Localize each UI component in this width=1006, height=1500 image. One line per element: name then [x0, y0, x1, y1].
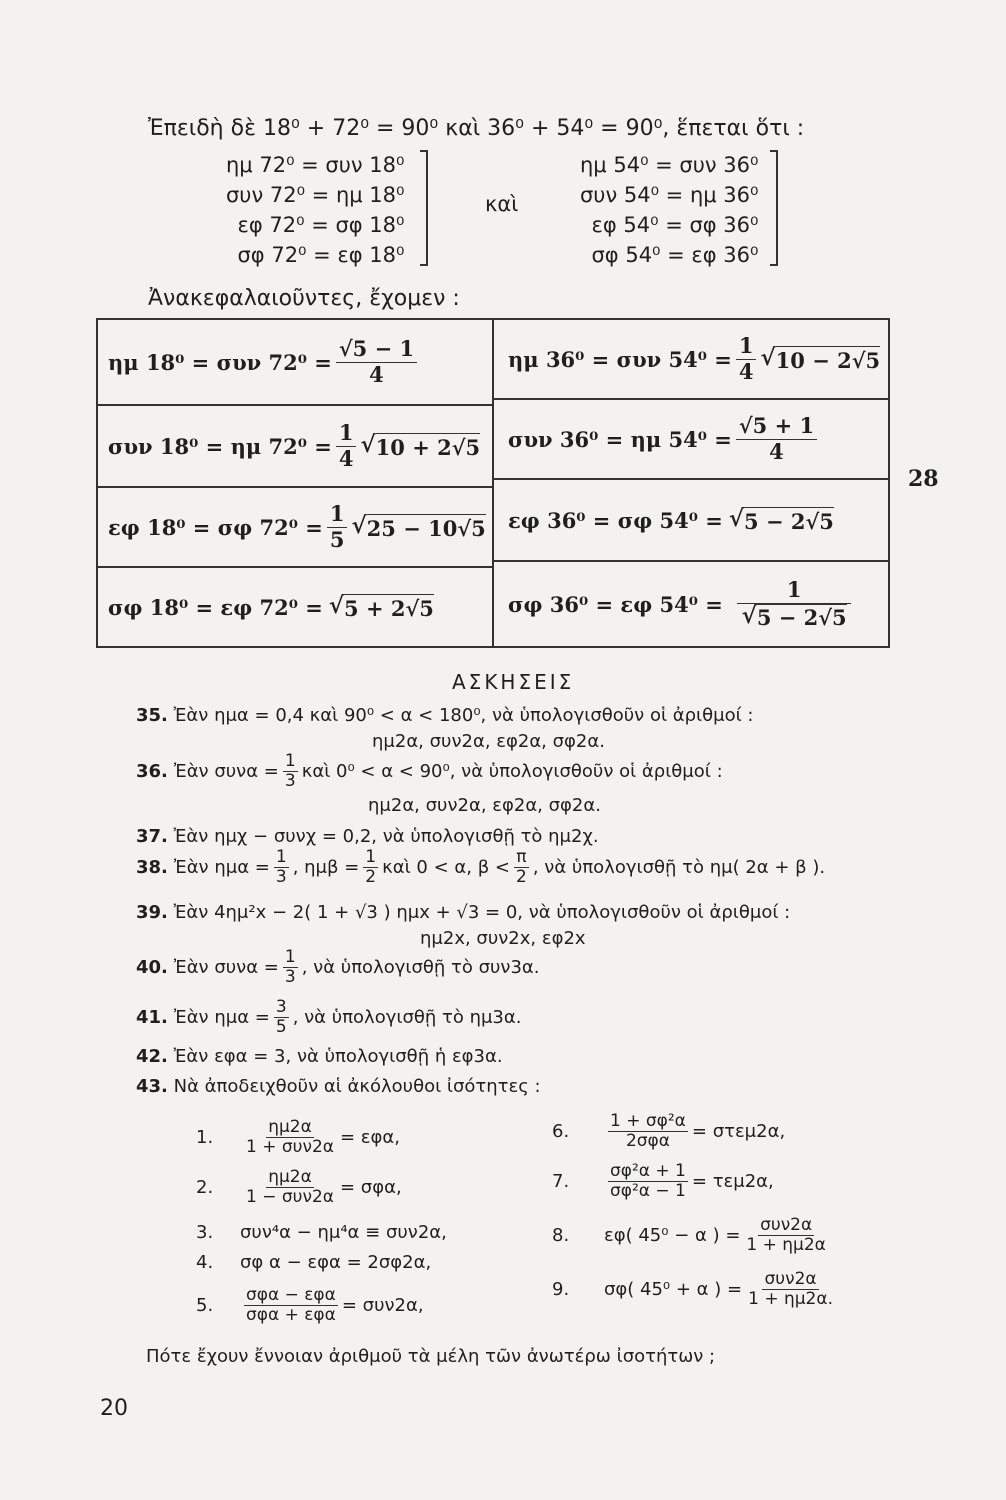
exercise-36	[136, 752, 723, 790]
exercise-text: Ἐὰν συνα =	[173, 760, 279, 782]
fraction	[336, 421, 357, 470]
numerator: ημ2α	[268, 1167, 312, 1187]
radicand: 10 − 2√5	[775, 347, 881, 373]
radical: √ 10 − 2√5	[760, 343, 881, 373]
radical: √ 5 − 2√5	[728, 504, 834, 534]
denominator: 3	[275, 866, 287, 887]
fraction	[363, 848, 378, 886]
left-brace	[420, 150, 428, 266]
exercise-39	[136, 902, 790, 923]
exercise-text: καὶ 0 < α, β <	[382, 856, 510, 878]
fraction	[283, 948, 298, 986]
cell-tan36	[508, 480, 834, 560]
exercise-37	[136, 826, 599, 847]
identity-number: 7.	[552, 1170, 570, 1192]
fraction	[274, 848, 289, 886]
denominator: 4	[738, 358, 754, 384]
exercise-text: , νὰ ὑπολογισθῇ τὸ ημ3α.	[292, 1006, 522, 1028]
fraction	[608, 1162, 688, 1200]
numerator: 1	[327, 502, 348, 527]
numerator: 1	[284, 751, 296, 771]
fraction	[746, 1270, 835, 1308]
cell-lhs: συν 18⁰ = ημ 72⁰ =	[108, 433, 332, 459]
exercise-text: Ἐὰν ημα =	[173, 856, 270, 878]
exercise-number: 40.	[136, 956, 168, 978]
radicand: 10 + 2√5	[375, 434, 481, 460]
exercise-text: Ἐὰν εφα = 3, νὰ ὑπολογισθῇ ἡ εφ3α.	[173, 1046, 503, 1067]
cell-lhs: εφ 36⁰ = σφ 54⁰ =	[508, 507, 723, 533]
side-number: 28	[908, 466, 939, 492]
radicand: 5 + 2√5	[344, 595, 434, 621]
fraction	[327, 502, 348, 551]
exercise-39-sub: ημ2x, συν2x, εφ2x	[420, 928, 586, 949]
left-eq: σφ 72⁰ = εφ 18⁰	[237, 243, 405, 267]
exercise-text: Ἐὰν ημα =	[173, 1006, 270, 1028]
exercise-text: Ἐὰν συνα =	[173, 956, 279, 978]
exercise-text: Ἐὰν ημχ − συνχ = 0,2, νὰ ὑπολογισθῇ τὸ ημ2χ.	[173, 826, 599, 847]
identity-1	[196, 1118, 400, 1156]
cell-sin36	[508, 320, 880, 398]
identity-lhs: σφ( 45⁰ + α ) =	[604, 1278, 743, 1300]
cell-lhs: σφ 18⁰ = εφ 72⁰ =	[108, 594, 323, 620]
denominator: σφ²α − 1	[610, 1180, 686, 1201]
numerator: 1	[737, 578, 852, 603]
right-equations	[580, 150, 758, 270]
denominator: 5	[275, 1016, 287, 1037]
identity-number: 2.	[196, 1176, 214, 1198]
fraction	[514, 848, 529, 886]
identity-rhs: = εφα,	[340, 1126, 400, 1148]
identity-number: 8.	[552, 1224, 570, 1246]
identity-number: 9.	[552, 1278, 570, 1300]
exercise-text: , ημβ =	[292, 856, 360, 878]
cell-lhs: συν 36⁰ = ημ 54⁰ =	[508, 426, 732, 452]
exercise-number: 42.	[136, 1046, 168, 1067]
identity-9	[552, 1270, 839, 1308]
exercise-text: καὶ 0⁰ < α < 90⁰, νὰ ὑπολογισθοῦν οἱ ἀριθμοί :	[301, 760, 723, 782]
exercise-41	[136, 998, 521, 1036]
cell-lhs: σφ 36⁰ = εφ 54⁰ =	[508, 591, 723, 617]
closing-question: Πότε ἔχουν ἔννοιαν ἀριθμοῦ τὰ μέλη τῶν ἀνωτέρω ἰσοτήτων ;	[146, 1346, 716, 1367]
identity-number: 4.	[196, 1252, 214, 1273]
exercise-number: 38.	[136, 856, 168, 878]
denominator: σφα + εφα	[246, 1304, 336, 1325]
numerator: √5 + 1	[736, 414, 817, 439]
numerator: σφ²α + 1	[610, 1161, 686, 1181]
left-eq: συν 72⁰ = ημ 18⁰	[226, 183, 405, 207]
cell-cos36	[508, 400, 821, 478]
numerator: συν2α	[764, 1269, 817, 1289]
exercise-text: Ἐὰν 4ημ²x − 2( 1 + √3 ) ημx + √3 = 0, νὰ ὑπολογισθοῦν οἱ ἀριθμοί :	[173, 902, 791, 923]
fraction	[608, 1112, 688, 1150]
numerator: 1	[284, 947, 296, 967]
radical: √ 10 + 2√5	[360, 430, 481, 460]
numerator: π	[516, 847, 527, 867]
fraction	[744, 1216, 827, 1254]
exercise-number: 39.	[136, 902, 168, 923]
denominator: 2	[516, 866, 527, 887]
cell-lhs: ημ 36⁰ = συν 54⁰ =	[508, 346, 732, 372]
identity-lhs: εφ( 45⁰ − α ) =	[604, 1224, 741, 1246]
numerator: √5 − 1	[336, 337, 417, 362]
exercise-text: Νὰ ἀποδειχθοῦν αἱ ἀκόλουθοι ἰσότητες :	[173, 1076, 541, 1097]
cell-cot36	[508, 562, 855, 646]
exercise-35-sub: ημ2α, συν2α, εφ2α, σφ2α.	[372, 731, 605, 752]
summary-line: Ἀνακεφαλαιοῦντες, ἔχομεν :	[148, 286, 460, 311]
table-divider	[492, 320, 494, 646]
left-eq: ημ 72⁰ = συν 18⁰	[226, 153, 405, 177]
intro-line: Ἐπειδὴ δὲ 18⁰ + 72⁰ = 90⁰ καὶ 36⁰ + 54⁰ = 90⁰, ἕπεται ὅτι :	[148, 116, 805, 141]
denominator: √ 5 − 2√5	[741, 601, 847, 630]
cell-cot18	[108, 568, 434, 646]
exercise-40	[136, 948, 540, 986]
fraction	[736, 414, 817, 463]
identity-6	[552, 1112, 785, 1150]
exercise-number: 35.	[136, 705, 168, 726]
identity-number: 3.	[196, 1222, 214, 1243]
numerator: συν2α	[760, 1215, 813, 1235]
radicand: 5 − 2√5	[756, 604, 847, 630]
exercise-number: 43.	[136, 1076, 168, 1097]
identity-rhs: = συν2α,	[341, 1294, 424, 1316]
exercise-42	[136, 1046, 503, 1067]
denominator: 1 − συν2α	[246, 1186, 334, 1207]
denominator: 4	[769, 438, 784, 464]
identity-2	[196, 1168, 402, 1206]
radicand: 5 − 2√5	[744, 508, 834, 534]
numerator: 1	[365, 847, 377, 867]
exercises-title: ΑΣΚΗΣΕΙΣ	[452, 670, 575, 694]
identity-rhs: = σφα,	[340, 1176, 402, 1198]
identity-number: 6.	[552, 1120, 570, 1142]
numerator: 1	[736, 334, 757, 359]
cell-lhs: εφ 18⁰ = σφ 72⁰ =	[108, 514, 323, 540]
fraction	[336, 337, 417, 386]
numerator: 1	[275, 847, 287, 867]
denominator: 1 + ημ2α.	[748, 1288, 833, 1309]
exercise-38	[136, 848, 825, 886]
cell-lhs: ημ 18⁰ = συν 72⁰ =	[108, 349, 332, 375]
identity-5	[196, 1286, 424, 1324]
fraction	[244, 1168, 336, 1206]
denominator: 4	[338, 445, 354, 471]
fraction	[736, 334, 757, 383]
exercise-36-sub: ημ2α, συν2α, εφ2α, σφ2α.	[368, 795, 601, 816]
identity-rhs: = στεμ2α,	[691, 1120, 786, 1142]
identity-text: συν⁴α − ημ⁴α ≡ συν2α,	[240, 1222, 447, 1243]
right-eq: συν 54⁰ = ημ 36⁰	[580, 183, 759, 207]
denominator: 4	[369, 361, 384, 387]
identity-8	[552, 1216, 832, 1254]
kai-word: καὶ	[485, 192, 519, 216]
exercise-number: 41.	[136, 1006, 168, 1028]
fraction	[737, 578, 852, 629]
exercise-number: 37.	[136, 826, 168, 847]
fraction	[244, 1286, 338, 1324]
right-eq: ημ 54⁰ = συν 36⁰	[580, 153, 759, 177]
radical: √ 25 − 10√5	[351, 511, 486, 541]
denominator: 2σφα	[625, 1130, 670, 1151]
fraction	[274, 998, 289, 1036]
identity-number: 5.	[196, 1294, 214, 1316]
exercise-text: , νὰ ὑπολογισθῇ τὸ ημ( 2α + β ).	[532, 856, 826, 878]
exercise-text: Ἐὰν ημα = 0,4 καὶ 90⁰ < α < 180⁰, νὰ ὑπολογισθοῦν οἱ ἀριθμοί :	[173, 705, 754, 726]
right-brace	[770, 150, 778, 266]
radicand: 25 − 10√5	[366, 515, 486, 541]
numerator: ημ2α	[268, 1117, 312, 1137]
denominator: 3	[284, 770, 296, 791]
denominator: 5	[329, 526, 345, 552]
fraction	[283, 752, 298, 790]
identity-number: 1.	[196, 1126, 214, 1148]
page-number: 20	[100, 1396, 128, 1421]
numerator: 1 + σφ²α	[610, 1111, 686, 1131]
cell-tan18	[108, 488, 486, 566]
right-eq: εφ 54⁰ = σφ 36⁰	[591, 213, 759, 237]
numerator: 3	[275, 997, 287, 1017]
exercise-43	[136, 1076, 541, 1097]
fraction	[244, 1118, 336, 1156]
denominator: 2	[365, 866, 377, 887]
left-eq: εφ 72⁰ = σφ 18⁰	[237, 213, 405, 237]
radical: √ 5 + 2√5	[328, 591, 434, 621]
exercise-text: , νὰ ὑπολογισθῇ τὸ συν3α.	[301, 956, 540, 978]
numerator: σφα − εφα	[246, 1285, 336, 1305]
right-eq: σφ 54⁰ = εφ 36⁰	[591, 243, 759, 267]
identity-4	[196, 1252, 431, 1273]
cell-sin18	[108, 320, 421, 404]
summary-table	[96, 318, 890, 648]
denominator: 1 + συν2α	[246, 1136, 334, 1157]
exercise-35	[136, 705, 754, 726]
cell-cos18	[108, 406, 480, 486]
identity-7	[552, 1162, 774, 1200]
identity-3	[196, 1222, 447, 1243]
numerator: 1	[336, 421, 357, 446]
identity-rhs: = τεμ2α,	[691, 1170, 774, 1192]
identity-text: σφ α − εφα = 2σφ2α,	[240, 1252, 432, 1273]
exercise-number: 36.	[136, 760, 168, 782]
denominator: 3	[284, 966, 296, 987]
denominator: 1 + ημ2α	[746, 1234, 826, 1255]
left-equations	[226, 150, 404, 270]
